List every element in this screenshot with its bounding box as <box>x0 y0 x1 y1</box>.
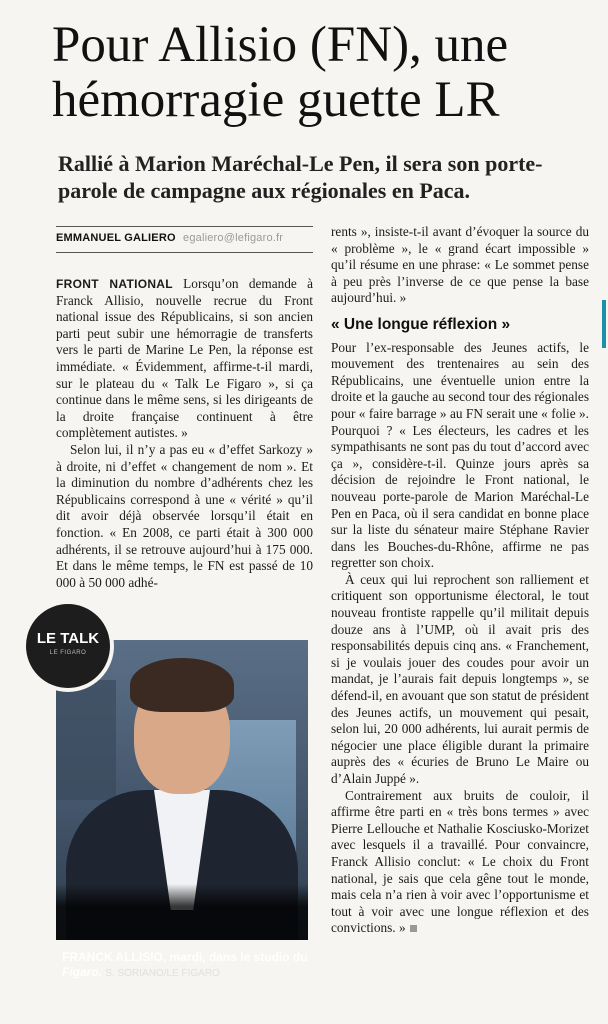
paragraph: rents », insiste-t-il avant d’évoquer la source du « problème », le « grand écart impossible » qu’il résume en une phrase: « Le sommet pense à peu près l’inverse de ce que pense la base aujourd’hui. » <box>331 224 589 306</box>
byline-rule-bottom <box>56 252 313 253</box>
caption-text: FRANCK ALLISIO, mardi, dans le studio du <box>62 950 308 964</box>
column-left <box>56 276 313 591</box>
paragraph <box>56 276 313 442</box>
byline <box>56 232 313 244</box>
article-subtitle: Rallié à Marion Maréchal-Le Pen, il sera son porte-parole de campagne aux régionales en Paca. <box>58 151 543 203</box>
end-mark-icon <box>410 925 417 932</box>
byline-rule-top <box>56 226 313 227</box>
paragraph <box>331 788 589 937</box>
photo-credit: S. SORIANO/LE FIGARO <box>105 968 220 979</box>
paragraph-text: Lorsqu’on demande à Franck Allisio, nouvelle recrue du Front national issue des Républicains, si son ancien parti peut subir une hémorragie de transferts vers le parti de Marine Le Pen, la réponse est immédiate. « Évidemment, affirme-t-il mardi, sur le plateau du « Talk Le Figaro », si ça continue dans le même sens, si les dirigeants de la droite française continuent à être complètement autistes. » <box>56 276 313 441</box>
le-talk-badge <box>22 600 114 692</box>
caption-paper: Figaro. <box>62 965 103 979</box>
column-right <box>331 224 589 937</box>
paragraph-text: Contrairement aux bruits de couloir, il affirme être parti en « très bons termes » avec Pierre Lellouche et Nathalie Kosciusko-Morizet avec lesquels il a travaillé. Pour convaincre, Franck Allisio conclut: « Le choix du Front national, je sais que cela gêne tout le monde, mais cela n’a rien à voir avec l’opportunisme et tout à voir avec une longue réflexion et des convictions. » <box>331 787 589 936</box>
paragraph: Selon lui, il n’y a pas eu « d’effet Sarkozy » à droite, ni d’effet « changement de nom ». Et la diminution du nombre d’adhérents chez les Républicains correspond à une « vérité » qu’il dit avoir déjà observée lorsqu’il était en fonction. « En 2008, ce parti était à 300 000 adhérents, il se retrouve aujourd’hui à 175 000. Et dans le même temps, le FN est passé de 10 000 à 50 000 adhé- <box>56 441 313 590</box>
paragraph: À ceux qui lui reprochent son ralliement et critiquent son opportunisme électoral, le tout nouveau frontiste rappelle qu’il militait depuis douze ans à l’UMP, où il avait pris des responsabilités depuis cinq ans. « Franchement, si je voulais jouer des coudes pour avoir un mandat, je l’aurais fait depuis longtemps », se défend-il, en avouant que son statut de président des Jeunes actifs, un mouvement qui pesait, selon lui, 20 000 adhérents, lui aurait permis de négocier une place éligible durant la primaire auprès des « écuries de Bruno Le Maire ou d’Alain Juppé ». <box>331 571 589 786</box>
person-hair <box>130 658 234 712</box>
accent-bar <box>602 300 606 348</box>
interview-photo <box>56 640 308 940</box>
studio-backdrop <box>56 680 116 800</box>
author-email[interactable]: egaliero@lefigaro.fr <box>183 232 284 244</box>
article-title: Pour Allisio (FN), une hémorragie guette LR <box>52 17 509 128</box>
section-kicker: FRONT NATIONAL <box>56 277 173 291</box>
badge-title: LE TALK <box>36 630 100 647</box>
section-subhead: « Une longue réflexion » <box>331 315 511 333</box>
paragraph: Pour l’ex-responsable des Jeunes actifs, le mouvement des trentenaires au sein des Républicains, une éventuelle union entre la droite et la gauche au second tour des régionales pour « faire barrage » au FN serait une « folie ». Pourquoi ? « Les électeurs, les cadres et les sympathisants ne sont pas du tout d’accord avec ça », considère-t-il. Quinze jours après sa décision de rejoindre le Front national, le nouveau porte-parole de Marion Maréchal-Le Pen en Paca, où il sera candidat en bonne place sur la liste du sénateur maire Stéphane Ravier dans les Bouches-du-Rhône, affirme ne pas regretter son choix. <box>331 339 589 571</box>
badge-subtitle: LE FIGARO <box>49 650 87 656</box>
author-name: EMMANUEL GALIERO <box>56 232 176 244</box>
caption-shade <box>56 884 308 940</box>
photo-caption <box>62 950 312 981</box>
